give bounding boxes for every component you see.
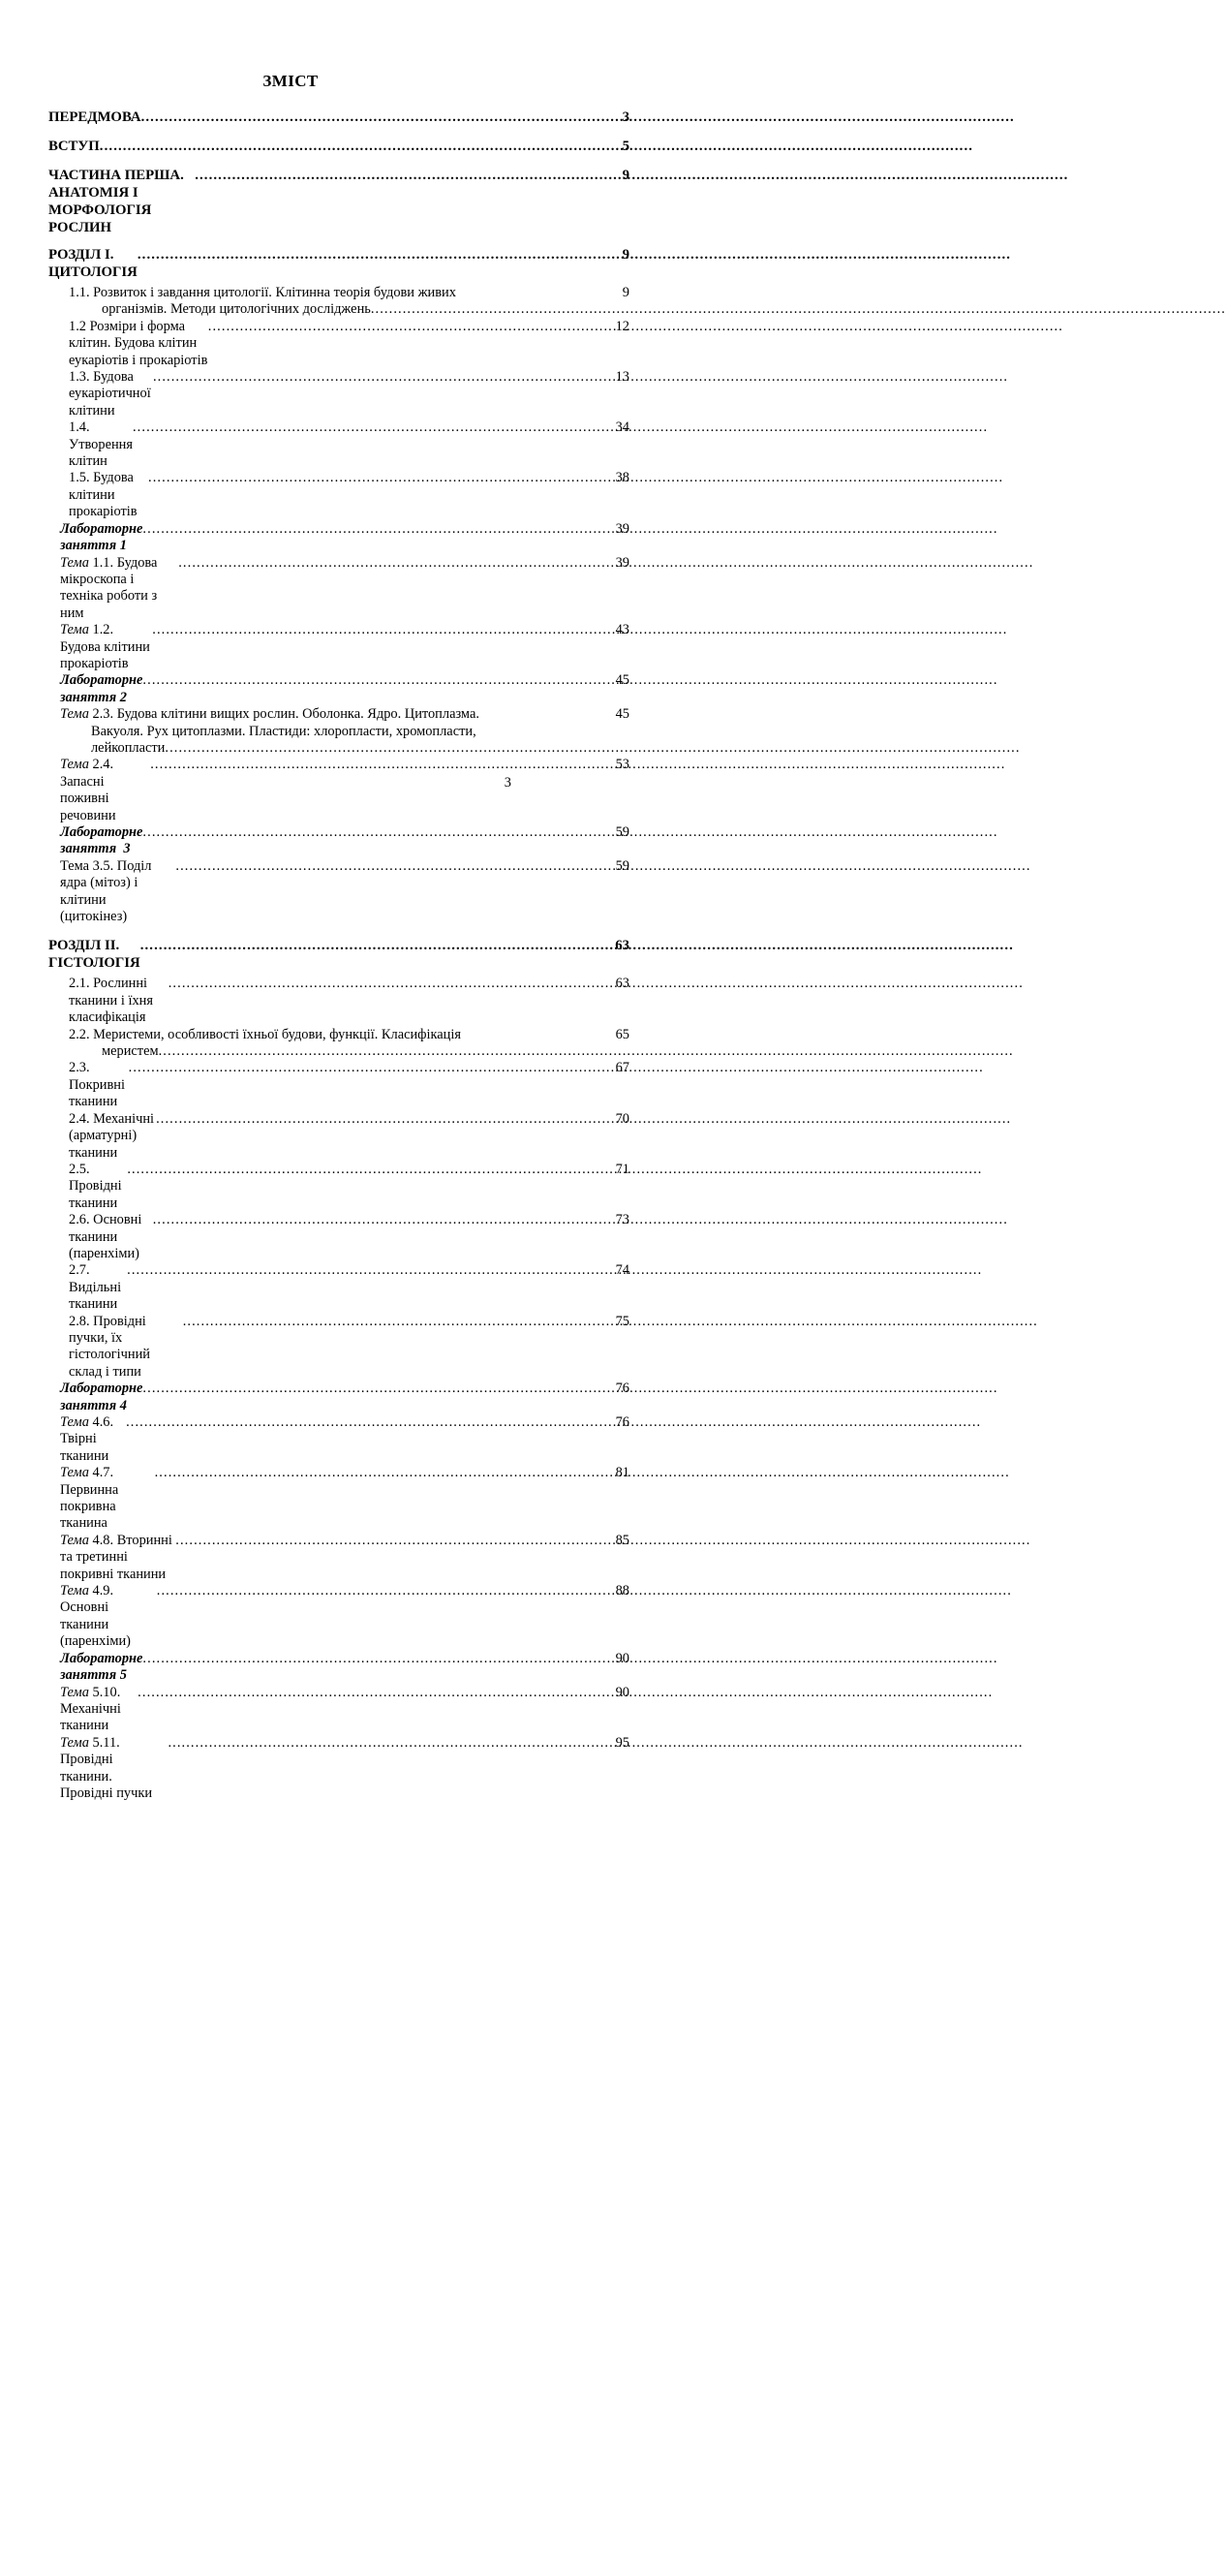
toc-entry-vstup[interactable] (48, 138, 629, 155)
toc-entry-tema-2-3[interactable] (48, 706, 629, 757)
toc-entry-tema-4-8[interactable] (48, 1532, 629, 1583)
toc-entry-page: 12 (615, 318, 629, 334)
toc-entry-section-1-3[interactable] (48, 369, 629, 419)
toc-entry-page: 74 (615, 1262, 629, 1279)
toc-entry-tema-4-7[interactable] (48, 1465, 629, 1533)
toc-entry-page: 73 (615, 1212, 629, 1228)
toc-entry-lab-4[interactable] (48, 1381, 629, 1414)
toc-entry-page: 65 (615, 1026, 629, 1042)
toc-entry-page: 5 (622, 139, 629, 154)
toc-entry-tema-1-2[interactable] (48, 622, 629, 672)
document-page (0, 0, 629, 1801)
toc-entry-page: 13 (615, 369, 629, 386)
toc-entry-tema-3-5[interactable] (48, 857, 629, 926)
toc-entry-label-prefix: Тема (60, 1583, 89, 1599)
toc-entry-section-2-2[interactable] (48, 1026, 629, 1061)
toc-entry-label-prefix: Тема (60, 1532, 89, 1548)
toc-entry-label-rest: 2.4. Запасні поживні речовини (60, 757, 117, 823)
toc-entry-page: 34 (615, 419, 629, 436)
toc-entry-label-line2: організмів. Методи цитологічних досліджень (102, 301, 371, 318)
toc-entry-label: ПЕРЕДМОВА (48, 109, 141, 125)
toc-entry-tema-1-1[interactable] (48, 554, 629, 623)
toc-entry-page: 59 (615, 824, 629, 840)
toc-entry-tema-5-11[interactable] (48, 1734, 629, 1803)
toc-entry-label: 2.4. Механічні (арматурні) тканини (69, 1110, 158, 1161)
toc-entry-label: 1.2 Розміри і форма клітин. Будова клітин еукаріотів і прокаріотів (69, 318, 208, 368)
toc-entry-label: 2.8. Провідні пучки, їх гістологічний склад і типи (69, 1313, 154, 1380)
toc-entry-label-rest: 4.6. Твірні тканини (60, 1414, 117, 1464)
toc-entry-label: Лабораторне заняття 3 (60, 824, 147, 857)
toc-entry-page: 39 (615, 520, 629, 537)
toc-entry-label-prefix: Тема (60, 757, 89, 773)
toc-entry-label: Лабораторне заняття 1 (60, 520, 147, 554)
toc-entry-chastyna-persha[interactable] (48, 167, 629, 236)
toc-entry-label: Лабораторне заняття 4 (60, 1381, 147, 1413)
toc-entry-label-rest: 1.2. Будова клітини прокаріотів (60, 622, 154, 671)
toc-entry-page: 67 (615, 1060, 629, 1076)
toc-entry-section-2-8[interactable] (48, 1313, 629, 1381)
toc-entry-page: 70 (615, 1110, 629, 1127)
toc-entry-page: 63 (615, 976, 629, 992)
toc-entry-label: РОЗДІЛ І. ЦИТОЛОГІЯ (48, 247, 138, 280)
toc-entry-tema-4-9[interactable] (48, 1583, 629, 1651)
toc-entry-page: 76 (615, 1414, 629, 1430)
toc-entry-page: 45 (615, 706, 629, 723)
toc-entry-page: 88 (615, 1583, 629, 1599)
toc-entry-label-rest: 1.1. Будова мікроскопа і техніка роботи з ним (60, 554, 161, 621)
toc-entry-label: 2.5. Провідні тканини (69, 1161, 126, 1211)
toc-entry-section-1-4[interactable] (48, 419, 629, 470)
toc-entry-label-rest: 2.3. Будова клітини вищих рослин. Оболонка. Ядро. Цитоплазма. (88, 706, 479, 723)
toc-entry-page: 90 (615, 1650, 629, 1666)
toc-entry-label: Лабораторне заняття 5 (60, 1650, 147, 1684)
toc-entry-label-rest: 4.8. Вторинні та третинні покривні тканини (60, 1532, 176, 1582)
toc-entry-page: 39 (615, 554, 629, 571)
toc-entry-tema-4-6[interactable] (48, 1414, 629, 1465)
toc-entry-lab-1[interactable] (48, 520, 629, 555)
toc-entry-section-1-2[interactable] (48, 318, 629, 369)
toc-entry-section-2-6[interactable] (48, 1212, 629, 1262)
toc-entry-label-prefix: Тема (60, 622, 89, 638)
toc-entry-section-2-3[interactable] (48, 1060, 629, 1110)
toc-entry-label: 1.5. Будова клітини прокаріотів (69, 470, 138, 520)
toc-entry-page: 43 (615, 622, 629, 638)
toc-entry-label-rest: 5.10. Механічні тканини (60, 1684, 125, 1734)
toc-entry-page: 3 (622, 109, 629, 125)
toc-entry-page: 38 (615, 470, 629, 486)
toc-entry-label-line1: 1.1. Розвиток і завдання цитології. Клітинна теорія будови живих (69, 285, 456, 300)
toc-entry-label: 2.3. Покривні тканини (69, 1060, 129, 1110)
toc-entry-rozdil-2[interactable] (48, 937, 629, 972)
table-of-contents (48, 105, 629, 1802)
toc-entry-label: 2.6. Основні тканини (паренхіми) (69, 1212, 145, 1261)
toc-entry-label: 2.1. Рослинні тканини і їхня класифікація (69, 976, 157, 1026)
toc-entry-page: 59 (615, 857, 629, 874)
toc-entry-label-prefix: Тема (60, 1414, 89, 1430)
toc-entry-rozdil-1[interactable] (48, 246, 629, 281)
toc-entry-label: 2.7. Видільні тканини (69, 1262, 125, 1313)
toc-entry-label-prefix: Тема (60, 1684, 89, 1700)
toc-entry-section-2-7[interactable] (48, 1262, 629, 1313)
toc-entry-page: 63 (615, 938, 629, 954)
toc-entry-page: 9 (622, 285, 629, 300)
toc-entry-page: 90 (615, 1684, 629, 1700)
toc-entry-peredmova[interactable] (48, 109, 629, 126)
toc-entry-label: РОЗДІЛ ІІ. ГІСТОЛОГІЯ (48, 938, 140, 972)
toc-entry-tema-5-10[interactable] (48, 1684, 629, 1735)
toc-entry-label-prefix: Тема (60, 706, 89, 723)
toc-entry-section-1-1[interactable] (48, 285, 629, 319)
toc-entry-page: 81 (615, 1465, 629, 1481)
toc-entry-label-prefix: Тема (60, 1465, 89, 1481)
page-title: ЗМІСТ (262, 72, 319, 90)
toc-entry-section-1-5[interactable] (48, 470, 629, 520)
toc-entry-label-line3: лейкопласти (91, 739, 166, 756)
toc-entry-label-rest: 5.11. Провідні тканини. Провідні пучки (60, 1734, 153, 1801)
toc-entry-label: 1.4. Утворення клітин (69, 419, 137, 470)
toc-entry-page: 9 (622, 247, 629, 263)
toc-entry-page: 71 (615, 1161, 629, 1177)
toc-entry-label: Лабораторне заняття 2 (60, 672, 147, 705)
toc-entry-label-line1: 2.2. Меристеми, особливості їхньої будови, функції. Класифікація (69, 1026, 461, 1042)
toc-entry-page: 76 (615, 1381, 629, 1397)
toc-entry-label: ВСТУП (48, 139, 100, 154)
toc-entry-page: 45 (615, 672, 629, 689)
toc-entry-label: 1.3. Будова еукаріотичної клітини (69, 369, 155, 419)
toc-entry-label-prefix: Тема (60, 554, 89, 571)
toc-entry-page: 75 (615, 1313, 629, 1329)
toc-entry-label: Тема 3.5. Поділ ядра (мітоз) і клітини (цитокінез) (60, 857, 156, 925)
toc-entry-label-rest: 4.9. Основні тканини (паренхіми) (60, 1583, 131, 1650)
page-folio: 3 (504, 775, 511, 791)
toc-entry-lab-3[interactable] (48, 824, 629, 858)
toc-entry-label-prefix: Тема (60, 1734, 89, 1751)
toc-entry-page: 95 (615, 1734, 629, 1751)
toc-entry-label: ЧАСТИНА ПЕРША. АНАТОМІЯ І МОРФОЛОГІЯ РОСЛИН (48, 168, 188, 235)
toc-entry-section-2-4[interactable] (48, 1110, 629, 1162)
toc-entry-lab-2[interactable] (48, 672, 629, 706)
toc-entry-label-rest: 4.7. Первинна покривна тканина (60, 1465, 122, 1532)
toc-entry-lab-5[interactable] (48, 1650, 629, 1685)
toc-entry-page: 53 (615, 757, 629, 773)
toc-entry-page: 9 (622, 168, 629, 183)
toc-entry-section-2-1[interactable] (48, 976, 629, 1026)
toc-entry-section-2-5[interactable] (48, 1161, 629, 1212)
toc-entry-label-line2: Вакуоля. Рух цитоплазми. Пластиди: хлоропласти, хромопласти, (91, 723, 476, 739)
toc-entry-page: 85 (615, 1532, 629, 1548)
toc-entry-label-line2: меристем (102, 1043, 159, 1060)
